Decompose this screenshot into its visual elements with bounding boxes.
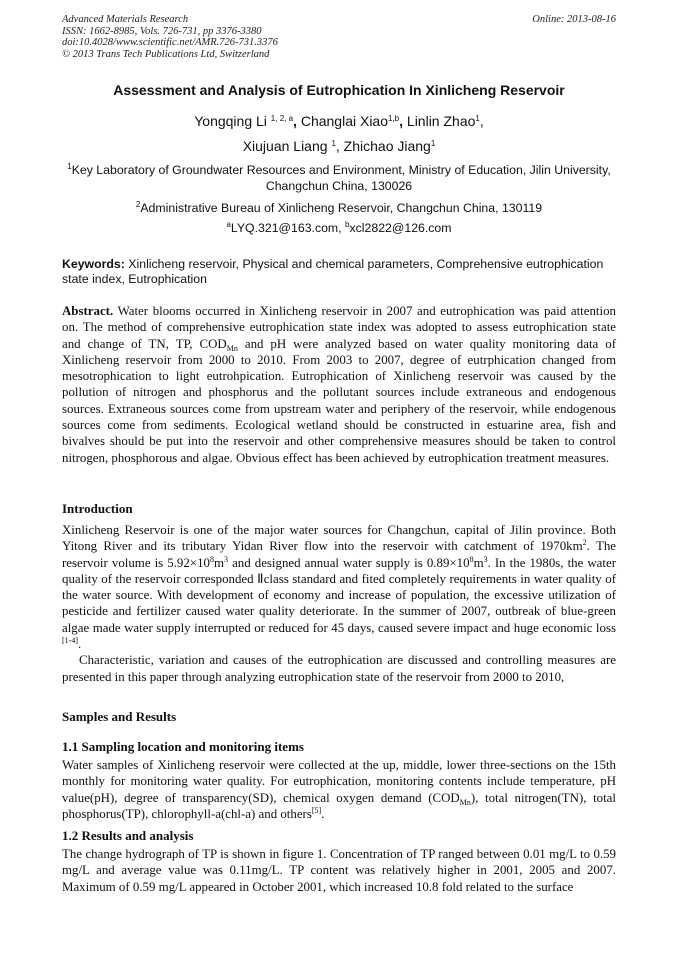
section-text: ), total nitrogen(TN), total phosphorus(TP), chlorophyll-a(chl-a) and others (62, 790, 616, 821)
intro-text: . The reservoir volume is 5.92×10 (62, 539, 616, 570)
section-1-1-heading: 1.1 Sampling location and monitoring items (62, 739, 304, 754)
section-text: . (321, 806, 325, 821)
abstract-text-cont: and pH were analyzed based on water quality monitoring data of Xinlicheng reservoir from 2000 to 2010. From 2003 to 2007, degree of eutrphication changed from mesotrophication to light eutrohpication. Eutrophication of Xinlicheng reservoir was caused by the pollution of nitrogen and phosphorus and the pollutant sources include extraneous and endogenous sources. Extraneous sources come from upstream water and periphery of the reservoir, while endogenous sources come from sediments. Ecological wetland should be constructed in estuarine area, fish and bivalves should be put into the reservoir and other comprehensive measures should be taken to control nitrogen, phosphorous and algae. Obvious effect has been achieved by eutrophication treatment measures. (62, 336, 616, 465)
author-line-2: Xiujuan Liang $^1$, Zhichao Jiang$^1$ (242, 138, 436, 154)
intro-text: m (473, 555, 484, 570)
keywords-text: Xinlicheng reservoir, Physical and chemical parameters, Comprehensive eutrophication state index, Eutrophication (62, 257, 604, 286)
affiliation-sup: 1 (67, 162, 72, 171)
author-sup: 1,b (388, 114, 400, 123)
sup: 8 (469, 554, 474, 564)
sup: 8 (209, 554, 214, 564)
author-sup: 1 (475, 114, 480, 123)
online-date: Online: 2013-08-16 (532, 14, 616, 25)
abstract-label: Abstract. (62, 304, 114, 318)
journal-header (62, 14, 278, 60)
email-a: LYQ.321@163.com, (230, 221, 342, 235)
section-1-2-heading: 1.2 Results and analysis (62, 828, 194, 843)
citation: [1-4] (62, 636, 78, 646)
sup: 3 (483, 554, 488, 564)
intro-text: . In the 1980s, the water quality of the reservoir corresponded Ⅱclass standard and fited completely requirements in water quality of the water source. With development of economy and increase of population, the excessive utilization of pesticide and fertilizer caused water quality deteriorate. In the summer of 2007, outbreak of blue-green algae made water supply interrupted or reduced for 45 days, caused severe impact and huge economic loss (62, 555, 616, 635)
affiliation-1 (62, 163, 616, 194)
section-1-1-body (62, 757, 616, 822)
doi-line: doi:10.4028/www.scientific.net/AMR.726-731.3376 (62, 37, 278, 49)
intro-text: and designed annual water supply is 0.89×10 (228, 555, 470, 570)
abstract (62, 303, 616, 466)
section-text: Water samples of Xinlicheng reservoir were collected at the up, middle, lower three-sections on the 15th monthly for monitoring water quality. For eutrophication, monitoring contents include temperature, pH value(pH), degree of transparency(SD), chemical oxygen demand (COD (62, 758, 616, 805)
email-sup: b (345, 220, 350, 229)
sup: 2 (582, 538, 587, 548)
author-sup: 1 (331, 139, 336, 148)
copyright-line: © 2013 Trans Tech Publications Ltd, Switzerland (62, 48, 270, 60)
author-name: Linlin Zhao (406, 113, 476, 129)
abstract-text: Water blooms occurred in Xinlicheng reservoir in 2007 and eutrophication was paid attention on. The method of comprehensive eutrophication state index was adopted to assess eutrophication state and change of TN, TP, COD (62, 304, 616, 351)
author-name: Zhichao Jiang (343, 138, 431, 154)
author-name: Changlai Xiao (300, 113, 388, 129)
intro-paragraph-2: Characteristic, variation and causes of the eutrophication are discussed and controlling measures are presented in this paper through analyzing eutrophication state of the reservoir from 2000 to 2010, (62, 653, 616, 684)
citation: [5] (311, 805, 322, 815)
affiliation-sup: 2 (135, 200, 141, 209)
intro-text: . (78, 637, 82, 652)
section-1-2-body: The change hydrograph of TP is shown in figure 1. Concentration of TP ranged between 0.01 mg/L to 0.59 mg/L and average value was 0.11mg/L. TP content was relatively higher in 2001, 2005 and 2007. Maximum of 0.59 mg/L appeared in October 2001, which increased 10.8 fold related to the surface (62, 847, 616, 894)
introduction-body (62, 522, 616, 685)
intro-text: m (213, 555, 225, 570)
introduction-heading: Introduction (62, 501, 133, 516)
sub: Mn (459, 797, 471, 807)
keywords (62, 257, 616, 286)
intro-text: Xinlicheng Reservoir is one of the major water sources for Changchun, capital of Jilin province. Both Yitong River and its tributary Yidan River flow into the reservoir with catchment of 1970km (62, 523, 616, 554)
emails (62, 221, 616, 237)
issn-line: ISSN: 1662-8985, Vols. 726-731, pp 3376-3380 (62, 25, 262, 37)
email-b: xcl2822@126.com (349, 221, 452, 235)
samples-heading: Samples and Results (62, 709, 177, 724)
abstract-sub: Mn (226, 343, 238, 353)
author-name: Xiujuan Liang (242, 138, 328, 154)
author-line-1: Yongqing Li $^{1, 2, a}$, Changlai Xiao$^{1,b}$, Linlin Zhao$^1$, (194, 113, 484, 129)
affiliation-2 (62, 201, 616, 217)
journal-name: Advanced Materials Research (62, 14, 189, 25)
author-name: Yongqing Li (194, 113, 267, 129)
email-sup: a (226, 220, 231, 229)
author-sup: 1 (430, 139, 436, 148)
keywords-label: Keywords: (62, 257, 125, 271)
affiliation-text: Key Laboratory of Groundwater Resources and Environment, Ministry of Education, Jilin University, Changchun China, 130026 (71, 163, 611, 193)
affiliation-text: Administrative Bureau of Xinlicheng Reservoir, Changchun China, 130119 (140, 201, 543, 215)
paper-title: Assessment and Analysis of Eutrophication In Xinlicheng Reservoir (113, 82, 565, 98)
sup: 3 (224, 554, 229, 564)
intro-paragraph-1 (62, 522, 616, 652)
author-sup: 1, 2, a (270, 114, 294, 123)
